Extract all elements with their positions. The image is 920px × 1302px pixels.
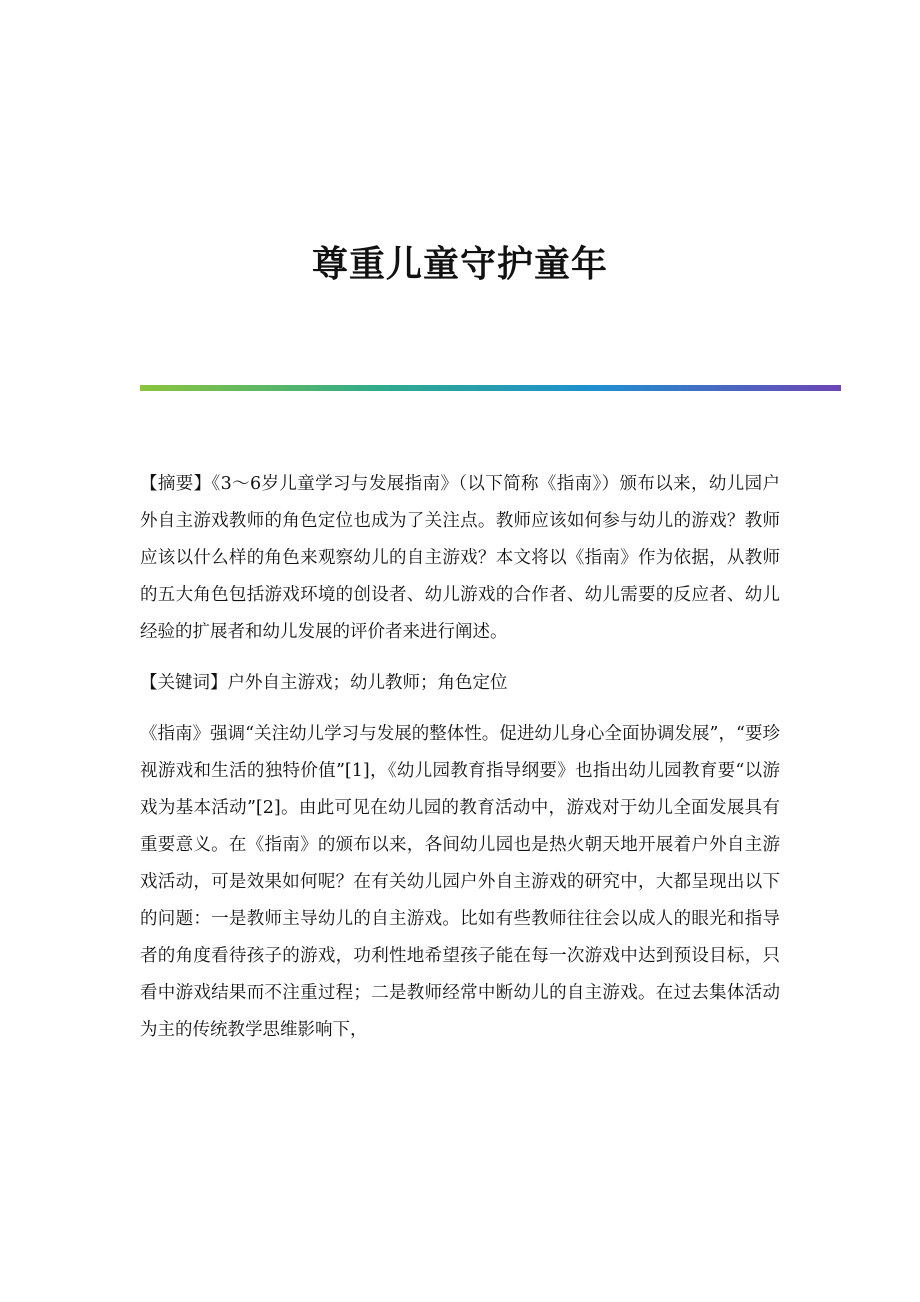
keywords-paragraph [140,665,780,702]
abstract-paragraph [140,466,780,651]
abstract-text: 《3～6岁儿童学习与发展指南》（以下简称《指南》）颁布以来，幼儿园户外自主游戏教师的角色定位也成为了关注点。教师应该如何参与幼儿的游戏？教师应该以什么样的角色来观察幼儿的自主游戏？本文将以《指南》作为依据，从教师的五大角色包括游戏环境的创设者、幼儿游戏的合作者、幼儿需要的反应者、幼儿经验的扩展者和幼儿发展的评价者来进行阐述。 [140,474,781,642]
gradient-divider [140,385,841,391]
page-title: 尊重儿童守护童年 [311,243,608,286]
body-paragraph: 《指南》强调“关注幼儿学习与发展的整体性。促进幼儿身心全面协调发展”，“要珍视游戏和生活的独特价值”[1]，《幼儿园教育指导纲要》也指出幼儿园教育要“以游戏为基本活动”[2]。由此可见在幼儿园的教育活动中，游戏对于幼儿全面发展具有重要意义。在《指南》的颁布以来，各间幼儿园也是热火朝天地开展着户外自主游戏活动，可是效果如何呢？在有关幼儿园户外自主游戏的研究中，大都呈现出以下的问题：一是教师主导幼儿的自主游戏。比如有些教师往往会以成人的眼光和指导者的角度看待孩子的游戏，功利性地希望孩子能在每一次游戏中达到预设目标，只看中游戏结果而不注重过程；二是教师经常中断幼儿的自主游戏。在过去集体活动为主的传统教学思维影响下， [140,724,780,1040]
keywords-label: 【关键词】 [140,673,228,693]
document-body [140,466,780,1063]
keywords-text: 户外自主游戏；幼儿教师；角色定位 [227,673,508,693]
abstract-label: 【摘要】 [140,474,212,494]
